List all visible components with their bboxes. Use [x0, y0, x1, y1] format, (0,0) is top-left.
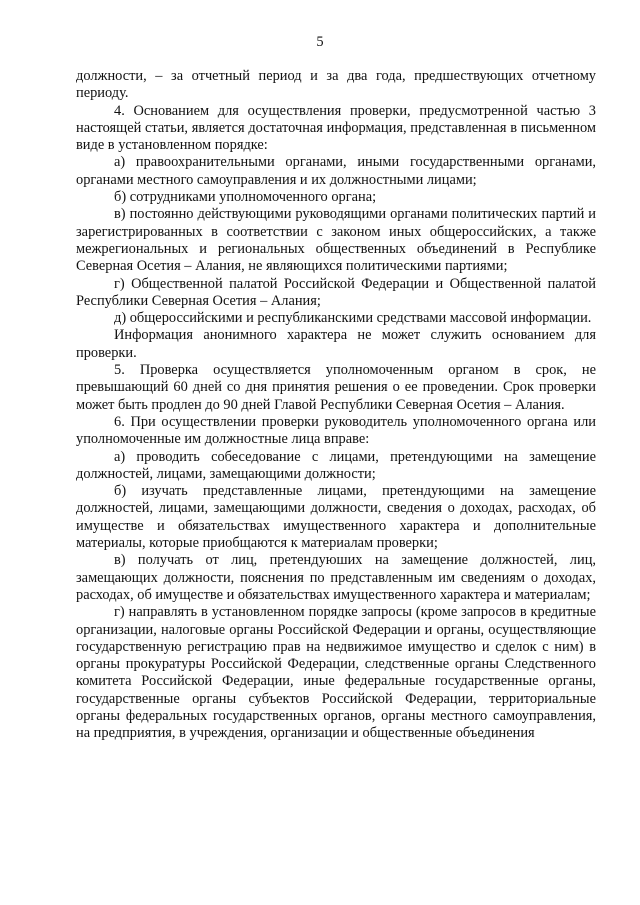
page-number: 5 [316, 34, 324, 50]
paragraph-item-4d: д) общероссийскими и республиканскими средствами массовой информации. [114, 310, 592, 327]
paragraph-item-6a: а) проводить собеседование с лицами, претендующими на замещение должностей, лицами, замещающими должности; [76, 448, 596, 482]
paragraph-item-4b: б) сотрудниками уполномоченного органа; [114, 189, 377, 206]
paragraph-item-4: 4. Основанием для осуществления проверки, предусмотренной частью 3 настоящей статьи, является достаточная информация, представленная в письменном виде в установленном порядке: [76, 102, 596, 154]
paragraph-item-4g: г) Общественной палатой Российской Федерации и Общественной палатой Республики Северная Осетия – Алания; [76, 275, 596, 309]
paragraph-item-6v: в) получать от лиц, претендуюших на замещение должностей, лиц, замещающих должности, пояснения по представленным им сведениям о доходах, расходах, об имуществе и обязательствах имущественного характера и материалам; [76, 552, 596, 603]
paragraph-item-5: 5. Проверка осуществляется уполномоченным органом в срок, не превышающий 60 дней со дня принятия решения о ее проведении. Срок проверки может быть продлен до 90 дней Главой Республики Северная Осетия – Алания. [76, 362, 596, 413]
paragraph-item-4v: в) постоянно действующими руководящими органами политических партий и зарегистрированных в соответствии с законом иных общероссийских, а также межрегиональных и региональных общественных объединений в Республике Северная Осетия – Алания, не являющихся политическими партиями; [76, 206, 596, 275]
paragraph-continuation: должности, – за отчетный период и за два года, предшествующих отчетному периоду. [76, 68, 596, 102]
paragraph-item-6: 6. При осуществлении проверки руководитель уполномоченного органа или уполномоченные им должностные лица вправе: [76, 413, 596, 448]
paragraph-item-6b: б) изучать представленные лицами, претендующими на замещение должностей, лицами, замещающими должности, сведения о доходах, расходах, об имуществе и обязательствах имущественного характера и дополнительные материалы, которые приобщаются к материалам проверки; [76, 483, 596, 552]
paragraph-item-4a: а) правоохранительными органами, иными государственными органами, органами местного самоуправления и их должностными лицами; [76, 154, 596, 188]
document-body [76, 68, 596, 743]
paragraph-item-6g: г) направлять в установленном порядке запросы (кроме запросов в кредитные организации, налоговые органы Российской Федерации и органы, осуществляющие государственную регистрацию прав на недвижимое имущество и сделок с ним) в органы прокуратуры Российской Федерации, следственные органы Следственного комитета Российской Федерации, иные федеральные государственные органы, государственные органы субъектов Российской Федерации, территориальные органы федеральных государственных органов, органы местного самоуправления, на предприятия, в учреждения, организации и общественные объединения [76, 604, 596, 742]
paragraph-anonymous-info: Информация анонимного характера не может служить основанием для проверки. [76, 327, 596, 361]
